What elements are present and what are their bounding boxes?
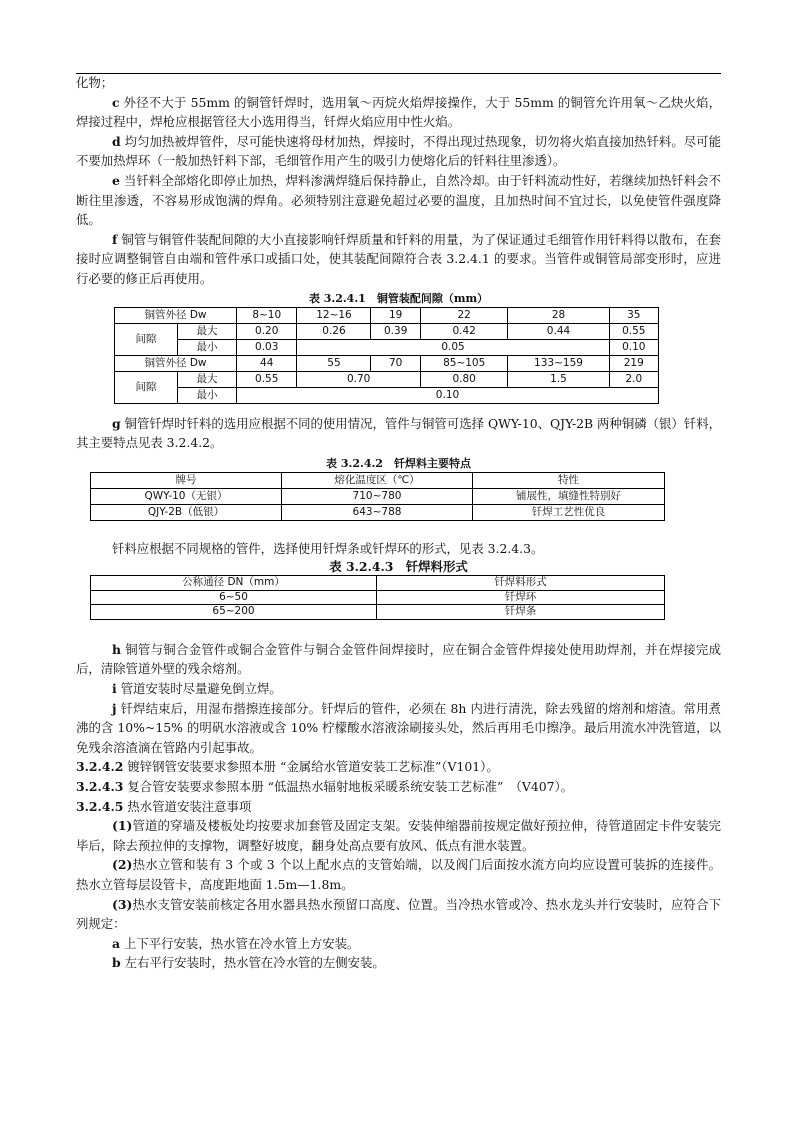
table-cell: 2.0 [609,371,658,387]
item-label: j [112,700,117,716]
paragraph-text: 管道安装时尽量避免倒立焊。 [116,681,282,696]
table-cell: 特性 [473,472,665,488]
table-cell: 最大 [178,371,237,387]
paragraph-e [76,171,721,230]
table-cell: 钎焊工艺性优良 [473,504,665,520]
table-cell: 0.80 [420,371,508,387]
table-row [91,488,665,504]
table-cell: 钎焊环 [377,590,665,605]
table-row [115,339,659,355]
note-text: 热水支管安装前核定各用水器具热水预留口高度、位置。当冷热水管或冷、热水龙头并行安装时，应符合下列规定： [76,896,721,932]
section-number: 3.2.4.2 [76,759,124,775]
table-row [115,387,659,403]
item-label: c [112,94,120,110]
table-row [115,371,659,387]
item-label: a [112,935,121,951]
document-page [76,73,721,973]
paragraph-form: 钎料应根据不同规格的管件，选择使用钎焊条或钎焊环的形式，见表 3.2.4.3。 [112,540,544,556]
table-cell: 70 [371,355,420,371]
table-cell: 最小 [178,387,237,403]
table-row [115,307,659,323]
paragraph-j [76,699,721,758]
paragraph-h [76,640,721,679]
table-cell: 0.26 [297,323,371,339]
item-label: i [112,681,117,696]
table-row [115,355,659,371]
table-cell: 牌号 [91,472,282,488]
item-label: b [112,955,121,971]
table-cell: 0.39 [371,323,420,339]
rule-b [76,953,721,973]
table-cell: 85~105 [420,355,508,371]
table-cell: 最小 [178,339,237,355]
table-caption-3241: 表 3.2.4.1 铜管装配间隙（mm） [308,291,489,305]
table-caption-3242: 表 3.2.4.2 钎焊料主要特点 [326,456,471,470]
table-row [91,590,665,605]
table-cell: 65~200 [91,605,377,620]
table-cell: 间隙 [115,371,178,403]
note-text: 热水立管和装有 3 个或 3 个以上配水点的支管始端，以及阀门后面按水流方向均应设置可装拆的连接件。热水立管每层设管卡，高度距地面 1.5m—1.8m。 [76,857,721,892]
note-number: (1) [112,818,133,834]
table-cell: 铜管外径 Dw [115,307,237,323]
table-cell: 0.20 [237,323,297,339]
table-cell: 最大 [178,323,237,339]
paragraph-g [76,414,721,453]
table-cell: 35 [609,307,658,323]
paragraph-text: 外径不大于 55mm 的铜管钎焊时，选用氧～丙烷火焰焊接操作，大于 55mm 的铜管允许用氧～乙炔火焰，焊接过程中，焊枪应根据管径大小选用得当，钎焊火焰应用中性火焰。 [76,94,721,130]
section-text: 镀锌钢管安装要求参照本册 “金属给水管道安装工艺标准”（Ⅴ101）。 [123,759,499,775]
paragraph-text: 铜管钎焊时钎料的选用应根据不同的使用情况，管件与铜管可选择 QWY-10、QJY-2B 两种铜磷（银）钎料，其主要特点见表 3.2.4.2。 [76,415,721,451]
table-row [91,504,665,520]
item-label: d [112,133,121,149]
table-cell: 8~10 [237,307,297,323]
solder-table [90,472,665,521]
rule-a [76,934,721,954]
section-text: 复合管安装要求参照本册 “低温热水辐射地板采暖系统安装工艺标准” （Ⅴ407）。 [123,778,574,794]
table-cell: 28 [508,307,609,323]
section-3243 [76,777,721,797]
table-cell: 19 [371,307,420,323]
table-cell: 710~780 [282,488,473,504]
gap-table [114,307,659,404]
table-cell: 0.10 [237,387,659,403]
section-text: 热水管道安装注意事项 [123,798,252,814]
table-cell: 12~16 [297,307,371,323]
table-cell: 0.05 [297,339,609,355]
table-cell: 0.03 [237,339,297,355]
paragraph-d [76,132,721,171]
note-2 [76,855,721,894]
table-cell: 133~159 [508,355,609,371]
table-row [91,605,665,620]
paragraph-text: 铜管与铜管件装配间隙的大小直接影响钎焊质量和钎料的用量，为了保证通过毛细管作用钎料得以散布，在套接时应调整铜管自由端和管件承口或插口处，使其装配间隙符合表 3.2.4.1 的要求。当管件或铜管局部变形时，应进行必要的修正后再使用。 [76,231,721,286]
table-row [115,323,659,339]
note-number: (2) [112,857,133,873]
note-3 [76,895,721,934]
solder-form-table [90,575,665,620]
table-cell: 643~788 [282,504,473,520]
table-cell: 0.44 [508,323,609,339]
table-cell: 1.5 [508,371,609,387]
paragraph-i [76,679,721,699]
table-row [91,576,665,591]
table-row [91,472,665,488]
paragraph-text: 钎焊结束后，用湿布揩擦连接部分。钎焊后的管件，必须在 8h 内进行清洗，除去残留的熔剂和熔渣。常用煮沸的含 10%~15% 的明矾水溶液或含 10% 柠檬酸水溶液涂刷接头处，然后再用毛巾擦净。最后用流水冲洗管道，以免残余溶渣滴在管路内引起事故。 [76,700,721,755]
table-cell: 熔化温度区（℃） [282,472,473,488]
note-number: (3) [112,896,133,912]
table-cell: 钎焊料形式 [377,576,665,591]
table-cell: QJY-2B（低银） [91,504,282,520]
table-caption-3243: 表 3.2.4.3 钎焊料形式 [329,559,468,575]
table-cell: 0.42 [420,323,508,339]
section-3242 [76,757,721,777]
paragraph-f [76,230,721,289]
paragraph-text: 铜管与铜合金管件或铜合金管件与铜合金管件间焊接时，应在铜合金管件焊接处使用助焊剂，并在焊接完成后，清除管道外壁的残余熔剂。 [76,641,721,677]
table-cell: 铺展性，填缝性特别好 [473,488,665,504]
table-cell: 公称通径 DN（mm） [91,576,377,591]
table-cell: 0.55 [609,323,658,339]
section-number: 3.2.4.5 [76,798,124,814]
rule-text: 左右平行安装时，热水管在冷水管的左侧安装。 [120,955,385,971]
item-label: h [112,641,122,657]
section-3245 [76,797,721,817]
table-cell: 0.55 [237,371,297,387]
table-cell: 22 [420,307,508,323]
note-text: 管道的穿墙及楼板处均按要求加套管及固定支架。安装伸缩器前按规定做好预拉伸，待管道固定卡件安装完毕后，除去预拉伸的支撑物，调整好坡度，翻身处高点要有放风、低点有泄水装置。 [76,818,721,853]
paragraph-text: 均匀加热被焊管件，尽可能快速将母材加热，焊接时，不得出现过热现象，切勿将火焰直接加热钎料。尽可能不要加热焊环（一般加热钎料下部，毛细管作用产生的吸引力使熔化后的钎料往里渗透）。 [76,133,721,169]
table-cell: 44 [237,355,297,371]
item-label: f [112,231,118,247]
paragraph-c [76,93,721,132]
table-cell: 6~50 [91,590,377,605]
table-cell: 55 [297,355,371,371]
paragraph-text: 当钎料全部熔化即停止加热，焊料渗满焊缝后保持静止，自然冷却。由于钎料流动性好，若继续加热钎料会不断往里渗透，不容易形成饱满的焊角。必须特别注意避免超过必要的温度，且加热时间不宜过长，以免使管件强度降低。 [76,172,721,228]
table-cell: 219 [609,355,658,371]
section-number: 3.2.4.3 [76,778,124,794]
rule-text: 上下平行安装，热水管在冷水管上方安装。 [120,935,360,951]
table-cell: 钎焊条 [377,605,665,620]
table-cell: 铜管外径 Dw [115,355,237,371]
table-cell: QWY-10（无银） [91,488,282,504]
table-cell: 间隙 [115,323,178,355]
table-cell: 0.70 [297,371,420,387]
item-label: g [112,415,121,431]
item-label: e [112,172,120,188]
paragraph-continuation: 化物； [76,75,114,90]
note-1 [76,816,721,855]
table-cell: 0.10 [609,339,658,355]
